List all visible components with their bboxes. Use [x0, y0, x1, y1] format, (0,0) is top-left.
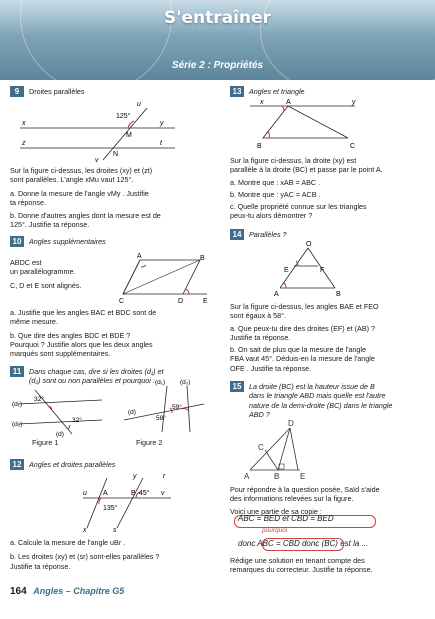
exercise-number: 12 [10, 459, 24, 470]
text-line: marqués sont supplémentaires. [10, 349, 111, 359]
label-B: B [274, 472, 280, 481]
text-line: FBA vaut 45°. Déduis-en la mesure de l'angle [230, 354, 375, 364]
page-number: 164 [10, 586, 27, 597]
page-title: S'entraîner [164, 8, 271, 28]
exercise-number: 14 [230, 229, 244, 240]
label-B: B [200, 255, 205, 262]
exercise-title: nature de la demi-droite (BC) dans le triangle [249, 400, 393, 410]
label-E: E [284, 267, 289, 274]
exercise-title: La droite (BC) est la hauteur issue de B [249, 382, 375, 391]
question-b: b. Montre que : yAC = ACB . [230, 189, 321, 199]
text-line: ABDC est [10, 258, 42, 267]
label-F: F [320, 267, 325, 274]
text-line: Rédige une solution en tenant compte des [230, 556, 365, 565]
angle-1: 32° [34, 396, 44, 403]
exercise-title: Droites parallèles [29, 87, 85, 96]
label-N: N [113, 151, 119, 158]
question-b: b. Les droites (xy) et (sr) sont-elles parallèles ? [10, 552, 160, 562]
angle-2: 58° [156, 415, 166, 422]
question-a: a. Justifie que les angles BAC et BDC sont de [10, 308, 157, 317]
label-t: t [160, 140, 162, 147]
label-M: M [126, 132, 132, 139]
label-B: B [131, 490, 136, 497]
label-r: r [163, 473, 166, 480]
text-line: ta réponse. [10, 197, 46, 207]
copy-line-1: ABC = BED et CBD = BED [238, 514, 334, 523]
label-B: B [336, 291, 341, 298]
label-d: (d) [56, 431, 64, 438]
label-D: D [178, 298, 184, 305]
angle-2: 135° [103, 505, 118, 512]
figure-caption: Figure 2 [136, 438, 163, 447]
copy-line-2: donc ABC = CBD donc (BC) est la ... [238, 539, 369, 548]
label-A: A [286, 99, 291, 106]
text-line: sont parallèles. L'angle xMu vaut 125°. [10, 175, 134, 185]
label-d2: (d₂) [12, 421, 23, 428]
question-b: b. On sait de plus que la mesure de l'angle [230, 345, 367, 355]
exercise-title: Angles et triangle [249, 87, 305, 96]
label-u: u [137, 101, 141, 108]
label-C: C [258, 443, 264, 452]
label-x: x [83, 527, 87, 534]
label-u: u [83, 490, 87, 497]
label-A: A [274, 291, 279, 298]
label-angle: 125° [116, 113, 131, 120]
label-C: C [119, 298, 125, 305]
exercise-number: 10 [10, 236, 24, 247]
ex10-figure [115, 250, 215, 308]
exercise-title: dans le triangle ABD mais quelle est l'autre [249, 391, 386, 401]
text-line: même mesure. [10, 317, 58, 327]
label-v: v [95, 157, 99, 164]
exercise-number: 9 [10, 86, 24, 97]
ex12-figure [75, 470, 175, 535]
question-a: a. Calcule la mesure de l'angle uBr . [10, 538, 126, 547]
exercise-title: (d₂) sont ou non parallèles et pourquoi : [29, 376, 155, 386]
label-x: x [22, 120, 26, 127]
label-d1: (d₁) [155, 379, 166, 386]
text-line: un parallélogramme. [10, 267, 76, 277]
angle-2: 32° [72, 417, 82, 424]
question-a: a. Donne la mesure de l'angle vMy . Justifie [10, 188, 149, 198]
text-line: peux-tu alors démontrer ? [230, 211, 313, 221]
ex13-figure [230, 96, 425, 154]
text-line: Justifie ta réponse. [230, 332, 291, 342]
question-b: b. Que dire des angles BDC et BDE ? [10, 330, 131, 340]
question-c: c. Quelle propriété connue sur les triangles [230, 202, 367, 212]
exercise-title: Parallèles ? [249, 230, 287, 239]
text-line: sont égaux à 58°. [230, 311, 287, 321]
label-A: A [244, 472, 250, 481]
page-subtitle: Série 2 : Propriétés [171, 60, 264, 71]
student-copy [232, 512, 424, 552]
label-s: s [113, 527, 117, 534]
text-line: Pour répondre à la question posée, Saïd s'aide [230, 485, 380, 494]
ex11-figure-1 [10, 386, 105, 438]
text-line: Sur la figure ci-dessus, les droites (xy) et (zt) [10, 166, 153, 175]
exercise-number: 11 [10, 366, 24, 377]
exercise-number: 15 [230, 381, 244, 392]
teacher-remark: pourquoi [262, 527, 288, 534]
label-D: D [288, 420, 294, 428]
text-line: C, D et E sont alignés. [10, 280, 82, 290]
question-a: a. Montre que : xAB = ABC . [230, 177, 321, 187]
label-v: v [161, 490, 165, 497]
exercise-title: Angles supplémentaires [29, 237, 106, 246]
page-footer [10, 586, 124, 597]
ex9-figure [10, 96, 210, 166]
label-A: A [137, 253, 142, 260]
question-b: b. Donne d'autres angles dont la mesure est de [10, 211, 161, 221]
text-line: Pourquoi ? Justifie alors que les deux angles [10, 339, 153, 349]
text-line: OFE . Justifie ta réponse. [230, 363, 312, 373]
text-line: Justifie ta réponse. [10, 561, 71, 571]
angle-1: 59° [172, 404, 182, 411]
label-d1: (d₁) [12, 401, 23, 408]
label-d: (d) [128, 409, 136, 416]
text-line: Sur la figure ci-dessus, les angles BAE et FEO [230, 302, 379, 311]
chapter-label: Angles – Chapitre G5 [33, 586, 125, 596]
label-B: B [257, 143, 262, 150]
ex15-handdrawn-figure [230, 420, 350, 482]
label-E: E [300, 472, 306, 481]
label-d2: (d₂) [180, 379, 191, 386]
text-line: des informations relevées sur la figure. [230, 494, 354, 504]
label-O: O [306, 241, 312, 248]
exercise-title: ABD ? [249, 409, 270, 419]
angle-1: 45° [139, 490, 150, 497]
label-y: y [133, 473, 137, 480]
text-line: Voici une partie de sa copie : [230, 506, 322, 516]
text-line: remarques du correcteur. Justifie ta réponse. [230, 565, 373, 575]
figure-caption: Figure 1 [32, 438, 59, 447]
text-line: 125°. Justifie ta réponse. [10, 220, 90, 230]
label-y: y [352, 99, 356, 106]
label-x: x [260, 99, 264, 106]
text-line: parallèle à la droite (BC) et passe par le point A. [230, 165, 383, 175]
exercise-title: Angles et droites parallèles [29, 460, 116, 469]
page-header [0, 0, 435, 80]
exercise-number: 13 [230, 86, 244, 97]
label-y: y [160, 120, 164, 127]
ex14-figure [230, 240, 425, 300]
ex11-figure-2 [112, 376, 207, 438]
label-A: A [103, 490, 108, 497]
exercise-title: Dans chaque cas, dire si les droites (d₁) et [29, 367, 164, 376]
text-line: Sur la figure ci-dessus, la droite (xy) est [230, 156, 357, 165]
label-E: E [203, 298, 208, 305]
question-a: a. Que peux-tu dire des droites (EF) et (AB) ? [230, 323, 376, 333]
label-C: C [350, 143, 356, 150]
label-z: z [22, 140, 26, 147]
